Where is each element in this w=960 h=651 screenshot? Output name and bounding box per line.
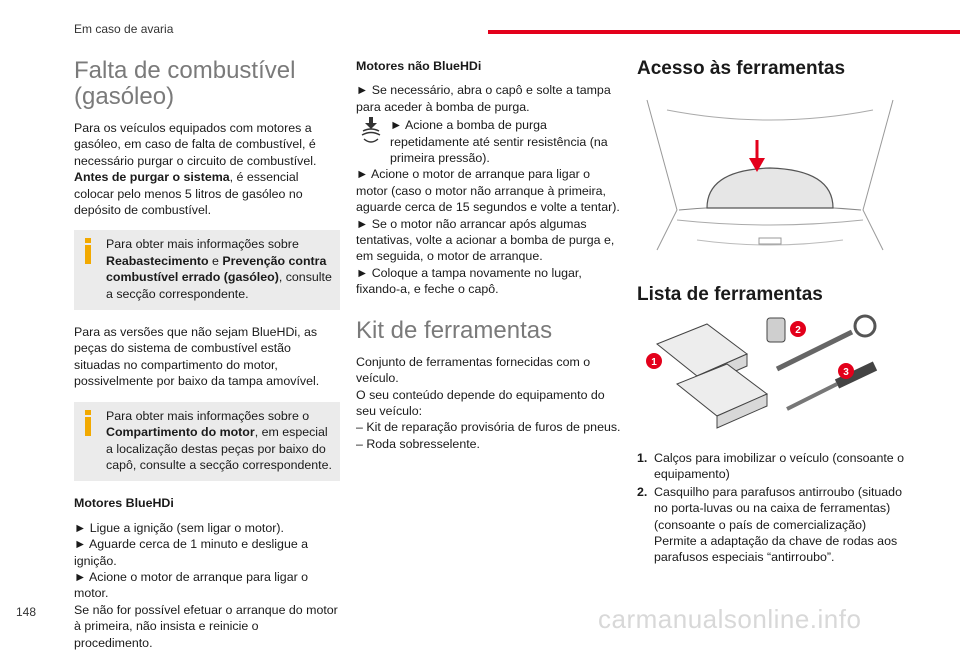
kit-intro: Conjunto de ferramentas fornecidas com o veículo. (356, 354, 591, 386)
non-bluehdi-paragraph: Para as versões que não sejam BlueHDi, as peças do sistema de combustível estão situadas no compartimento do motor, possivelmente por baixo da tampa amovível. (74, 325, 320, 389)
header-accent-bar (488, 30, 960, 34)
info-box-engine (74, 402, 340, 482)
info-text-engine (82, 408, 332, 474)
list-item-text: Casquilho para parafusos antirroubo (situado no porta-luvas ou na caixa de ferramentas) (consoante o país de comercialização) (654, 484, 902, 532)
column-2 (356, 58, 622, 452)
tools-list-title: Lista de ferramentas (637, 284, 823, 305)
bluehdi-heading: Motores BlueHDi (74, 496, 174, 511)
bluehdi-step-3: ► Acione o motor de arranque para ligar o motor. (74, 569, 309, 601)
list-item-number: 2. (637, 484, 648, 499)
info1-link-misfuel: Prevenção contra combustível errado (gasóleo) (106, 253, 327, 285)
non-bluehdi-step-2: ► Acione a bomba de purga repetidamente até sentir resistência (na primeira pressão). (390, 118, 608, 166)
section-label: Em caso de avaria (74, 22, 174, 36)
column-1 (74, 58, 340, 651)
info1-text-2: e (208, 253, 223, 268)
info-icon (82, 410, 94, 436)
access-title: Acesso às ferramentas (637, 58, 846, 79)
purge-pump-icon (360, 117, 382, 145)
non-bluehdi-step-4: ► Se o motor não arrancar após algumas tentativas, volte a acionar a bomba de purga e, em seguida, o motor de arranque. (356, 216, 615, 264)
watermark: carmanualsonline.info (598, 604, 862, 634)
info2-text-2: , em especial a localização destas peças por baixo do capô, consulte a secção correspondente. (106, 425, 332, 472)
tools-illustration (637, 314, 909, 434)
non-bluehdi-step-3: ► Acione o motor de arranque para ligar o motor (caso o motor não arranque à primeira, aguarde cerca de 15 segundos e volte a tentar). (356, 167, 620, 215)
info2-text-1: Para obter mais informações sobre o (106, 408, 310, 423)
list-item-extra: Permite a adaptação da chave de rodas aos parafusos especiais “antirroubo”. (654, 534, 898, 565)
info-box-refuel (74, 230, 340, 310)
kit-item-2: – Roda sobresselente. (356, 436, 480, 451)
non-bluehdi-step-5: ► Coloque a tampa novamente no lugar, fixando-a, e feche o capô. (356, 265, 582, 297)
callout-2-badge (789, 320, 807, 338)
callout-1-badge (645, 352, 663, 370)
info1-text-3: , consulte a secção correspondente. (106, 270, 332, 301)
purge-step-row (356, 117, 622, 166)
list-item (637, 450, 909, 483)
kit-title: Kit de ferramentas (356, 316, 553, 344)
callout-2: 2 (795, 325, 801, 336)
non-bluehdi-step-1: ► Se necessário, abra o capô e solte a tampa para aceder à bomba de purga. (356, 83, 611, 114)
intro-rest: , é essencial colocar pelo menos 5 litros de gasóleo no depósito de combustível. (74, 170, 303, 218)
callout-1: 1 (651, 357, 657, 368)
tools-drawing (637, 314, 909, 434)
section-title-fuel (74, 58, 340, 110)
info-text-refuel (82, 236, 332, 302)
callout-3-badge (837, 362, 855, 380)
column-3 (637, 58, 909, 567)
bluehdi-note: Se não for possível efetuar o arranque do motor à primeira, não insista e reinicie o procedimento. (74, 602, 338, 650)
list-item-number: 1. (637, 451, 648, 465)
title-line-1: Falta de combustível (74, 57, 296, 84)
bluehdi-step-1: ► Ligue a ignição (sem ligar o motor). (74, 520, 284, 535)
title-line-2: (gasóleo) (74, 83, 175, 110)
list-item-text: Calços para imobilizar o veículo (consoante o equipamento) (654, 451, 905, 482)
info-icon (82, 238, 94, 264)
info2-link-engine: Compartimento do motor (106, 425, 255, 440)
bluehdi-steps (74, 520, 340, 651)
intro-text: Para os veículos equipados com motores a gasóleo, em caso de falta de combustível, é necessário purgar o circuito de combustível. (74, 121, 317, 168)
info1-link-refuel: Reabastecimento (106, 253, 209, 268)
page-number: 148 (16, 605, 37, 619)
kit-item-1: – Kit de reparação provisória de furos de pneus. (356, 420, 621, 435)
trunk-floor-illustration (637, 90, 903, 260)
info1-text-1: Para obter mais informações sobre (106, 237, 299, 252)
bluehdi-step-2: ► Aguarde cerca de 1 minuto e desligue a ignição. (74, 537, 309, 568)
intro-bold: Antes de purgar o sistema (74, 170, 230, 185)
intro-paragraph (74, 120, 340, 218)
callout-3: 3 (843, 367, 849, 378)
non-bluehdi-heading: Motores não BlueHDi (356, 59, 482, 73)
kit-contents: O seu conteúdo depende do equipamento do seu veículo: (356, 387, 605, 418)
tools-list (637, 450, 909, 566)
list-item (637, 484, 909, 566)
